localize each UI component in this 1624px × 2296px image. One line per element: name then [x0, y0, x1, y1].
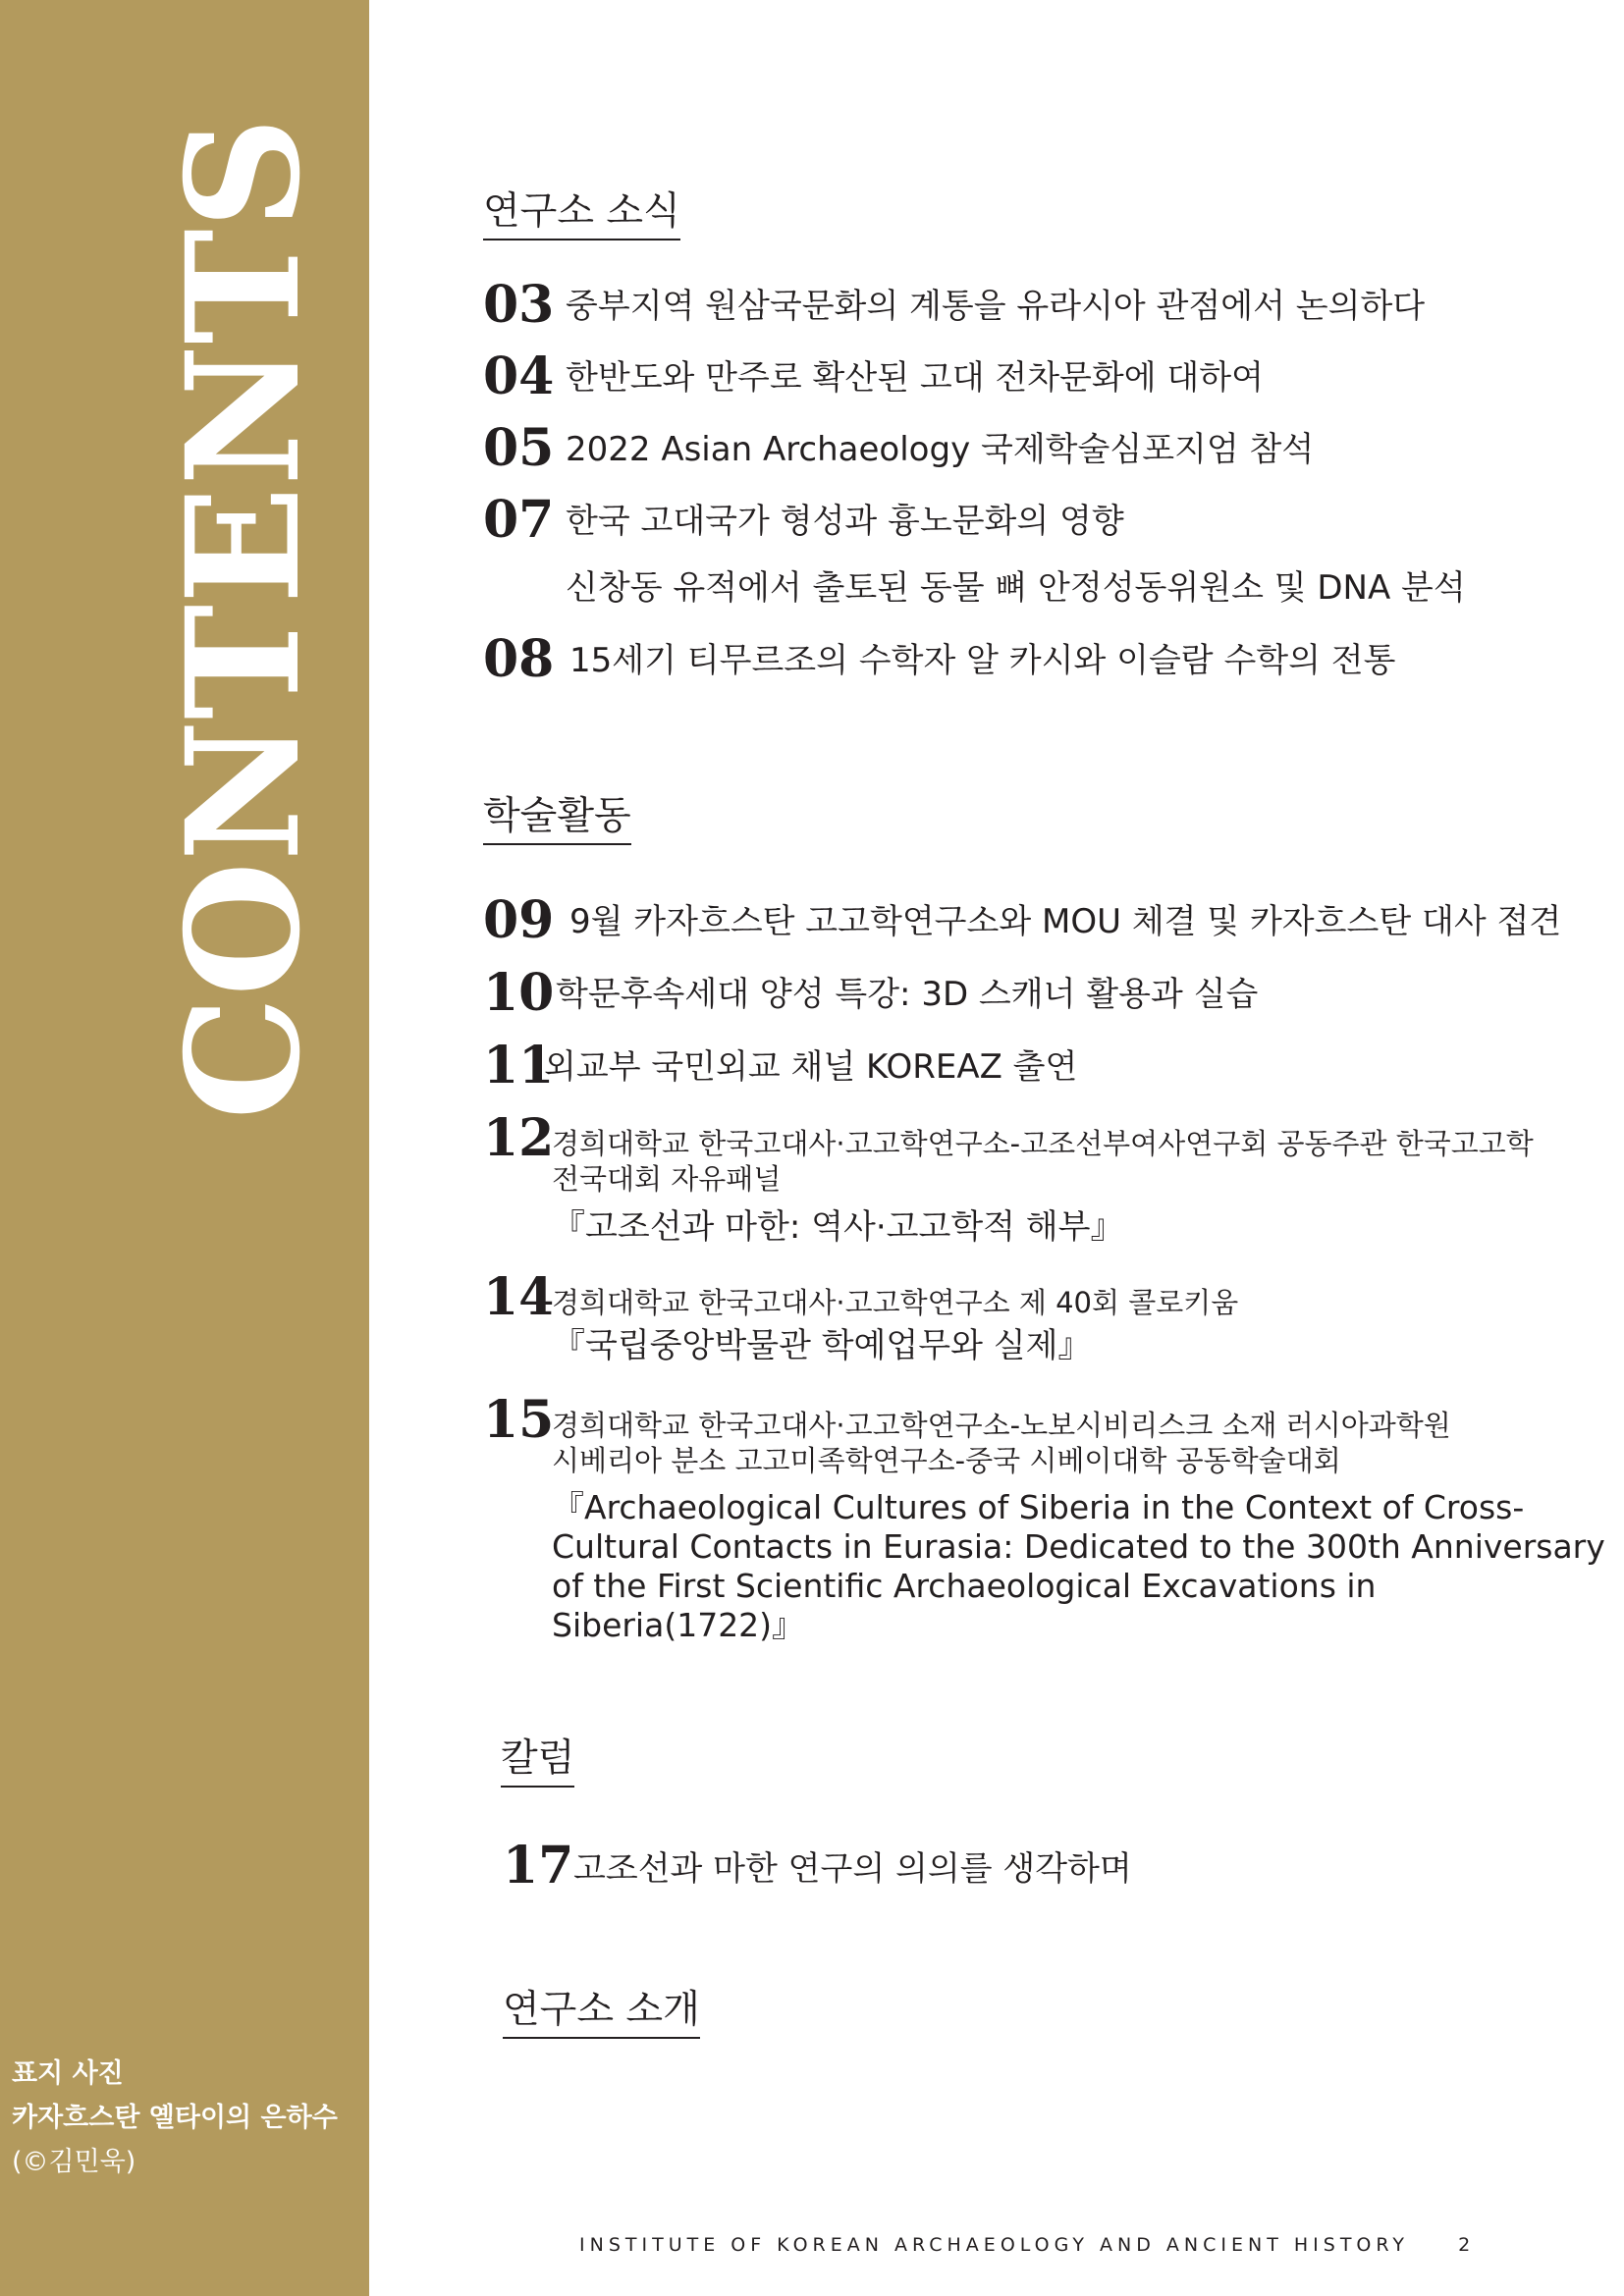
page-number: 09	[483, 890, 555, 950]
entry-title: 고조선과 마한 연구의 의의를 생각하며	[573, 1849, 1132, 1889]
page-number: 07	[483, 490, 555, 550]
entry-title: 한반도와 만주로 확산된 고대 전차문화에 대하여	[566, 358, 1264, 398]
entry-title: 경희대학교 한국고대사·고고학연구소-고조선부여사연구회 공동주관 한국고고학	[552, 1127, 1534, 1160]
section-heading-column: 칼럼	[501, 1739, 574, 1788]
entry-title: 경희대학교 한국고대사·고고학연구소 제 40회 콜로키움	[552, 1286, 1239, 1319]
entry-title: 학문후속세대 양성 특강: 3D 스캐너 활용과 실습	[556, 975, 1259, 1014]
page-number: 14	[483, 1267, 555, 1327]
page-number: 05	[483, 418, 555, 478]
page-number: 15	[483, 1390, 555, 1450]
footer-institute-name: INSTITUTE OF KOREAN ARCHAEOLOGY AND ANCIENT HISTORY	[579, 2234, 1409, 2256]
toc-entry[interactable]	[483, 1036, 1593, 1098]
toc-entry[interactable]	[483, 1267, 1593, 1369]
page-footer	[579, 2234, 1475, 2256]
entry-subtitle: 『Archaeological Cultures of Siberia in the Context of Cross-Cultural Contacts in Eurasia: Dedicated to the 300th Anniversary of the First Scientific Archaeological Excavations in Siberia(1722)』	[552, 1488, 1605, 1644]
entry-subtitle: 『국립중앙박물관 학예업무와 실제』	[552, 1326, 1092, 1365]
cover-photo-caption	[12, 2052, 338, 2184]
toc-entry[interactable]	[483, 890, 1593, 953]
toc-entry[interactable]	[483, 418, 1593, 481]
footer-page-number: 2	[1458, 2234, 1476, 2256]
section-heading-academic: 학술활동	[483, 797, 631, 845]
toc-entry[interactable]	[483, 629, 1593, 692]
toc-entry[interactable]	[483, 1108, 1593, 1250]
toc-entry[interactable]	[503, 1836, 1612, 1898]
entry-subtitle: 『고조선과 마한: 역사·고고학적 해부』	[552, 1207, 1124, 1247]
page-number: 11	[483, 1036, 555, 1095]
entry-title-cont: 전국대회 자유패널	[552, 1162, 782, 1196]
entry-title: 경희대학교 한국고대사·고고학연구소-노보시비리스크 소재 러시아과학원	[552, 1409, 1451, 1442]
entry-title-cont: 시베리아 분소 고고미족학연구소-중국 시베이대학 공동학술대회	[552, 1444, 1341, 1477]
page-number: 10	[483, 963, 555, 1023]
toc-entry[interactable]	[483, 963, 1593, 1026]
entry-title: 15세기 티무르조의 수학자 알 카시와 이슬람 수학의 전통	[569, 641, 1396, 680]
cover-caption-credit: (©김민욱)	[12, 2147, 136, 2177]
page-number: 08	[483, 629, 555, 689]
section-heading-intro: 연구소 소개	[503, 1991, 700, 2039]
toc-entry[interactable]	[483, 275, 1593, 338]
page-number: 04	[483, 347, 555, 406]
toc-entry[interactable]	[483, 347, 1593, 409]
toc-entry[interactable]	[483, 490, 1593, 612]
page-number: 17	[503, 1836, 574, 1896]
entry-title: 중부지역 원삼국문화의 계통을 유라시아 관점에서 논의하다	[566, 287, 1426, 326]
sidebar: CONTENTS 표지 사진 카자흐스탄 옐타이의 은하수 (©김민욱)	[0, 0, 369, 2296]
entry-title: 2022 Asian Archaeology 국제학술심포지엄 참석	[566, 430, 1315, 469]
entry-title-sub: 신창동 유적에서 출토된 동물 뼈 안정성동위원소 및 DNA 분석	[566, 568, 1466, 608]
section-heading-news: 연구소 소식	[483, 192, 680, 240]
cover-caption-title: 카자흐스탄 옐타이의 은하수	[12, 2103, 338, 2133]
cover-caption-label: 표지 사진	[12, 2058, 124, 2089]
page-number: 03	[483, 275, 555, 335]
toc-entry[interactable]	[483, 1390, 1605, 1649]
entry-title: 한국 고대국가 형성과 흉노문화의 영향	[566, 502, 1124, 541]
page-number: 12	[483, 1108, 555, 1168]
entry-title: 외교부 국민외교 채널 KOREAZ 출연	[544, 1047, 1078, 1087]
entry-title: 9월 카자흐스탄 고고학연구소와 MOU 체결 및 카자흐스탄 대사 접견	[569, 902, 1562, 941]
